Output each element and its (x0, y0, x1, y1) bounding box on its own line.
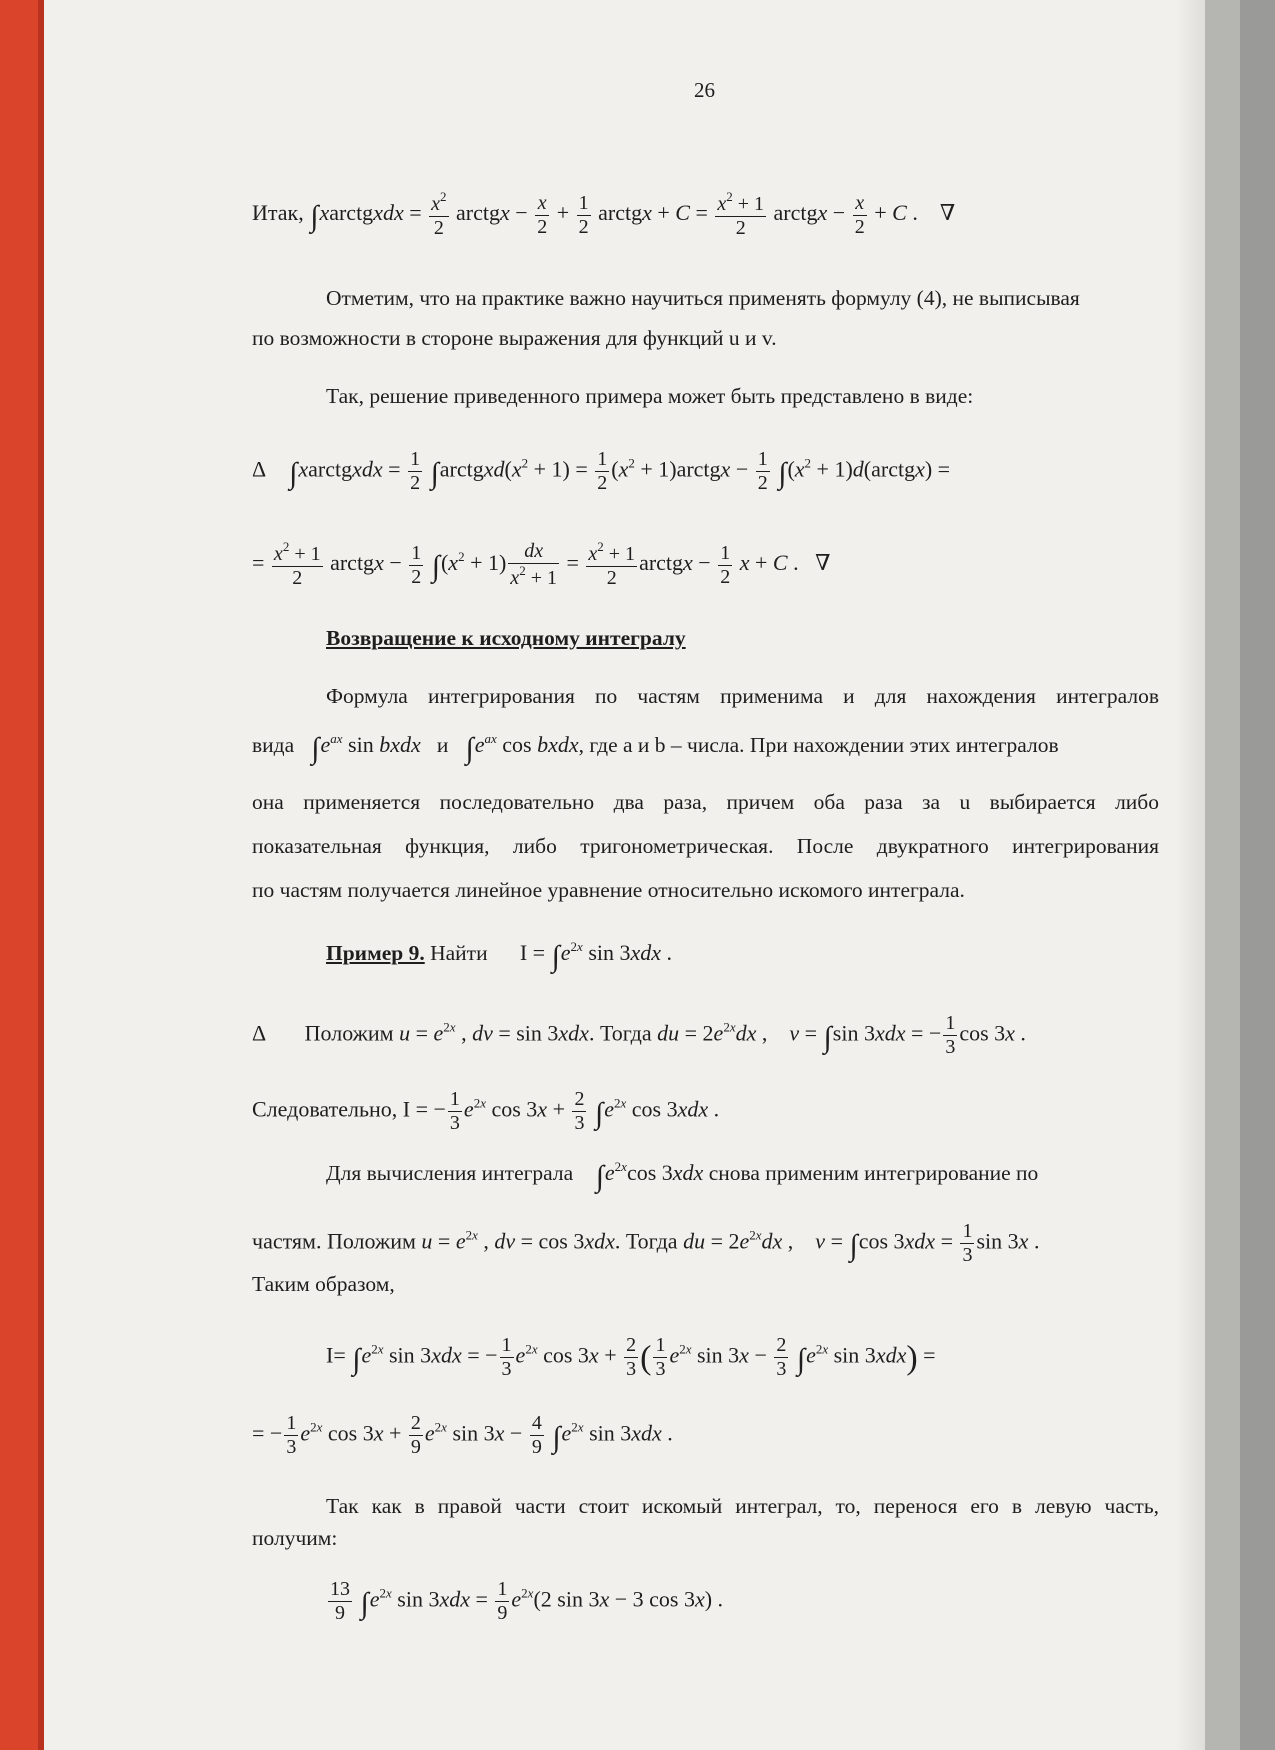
solution-formula-line-1: Δ ∫xarctgxdx = $\frac{1}{2}$ $\int arctgxd(x^2 + 1)$ = $\frac{1}{2}$ ($x^2$ + 1)arctgx − $\frac{1}{2}$ $\int(x^2$ + 1)d(arctgx) = (252, 448, 951, 494)
section-heading: Возвращение к исходному интегралу (326, 626, 686, 650)
paragraph-line: показательная функция, либо тригонометрическая. После двукратного интегрирования (252, 834, 1159, 858)
thus-formula-line-2: = − $\frac{1}{3}$ $e^{2x}$ cos 3x + $\frac{2}{9}$ $e^{2x}$ sin 3x − $\frac{4}{9}$ $\int e^{2x}$ sin 3xdx . (252, 1412, 673, 1458)
page (44, 0, 1240, 1750)
thus-formula-line-1: $I= \int e^{2x}$ sin 3xdx = − $\frac{1}{3}$ $e^{2x}$ cos 3x + $\frac{2}{3}$ ( $\frac{1}{3}$ $e^{2x}$ sin 3x − $\frac{2}{3}$ $\int e^{2x}$ sin 3xdx) = (326, 1334, 936, 1380)
paragraph-line: по возможности в стороне выражения для функций u и v. (252, 326, 777, 350)
book-binding (0, 0, 44, 1750)
step2-formula: Следовательно, I = − $\frac{1}{3}$ $e^{2x}$ cos 3x + $\frac{2}{3}$ $\int e^{2x}$ cos 3xdx . (252, 1088, 720, 1134)
paragraph-line: вида $\int e^{ax}$ sin bxdx и $\int e^{ax}$ cos bxdx, где a и b – числа. При нахождении этих интегралов (252, 731, 1059, 765)
solution-formula-line-2: = $\frac{x^2 + 1}{2}$ arctgx − $\frac{1}{2}$ $\int(x^2 + 1)$ $\frac{dx}{x^2 + 1}$ = $\frac{x^2 + 1}{2}$ arctgx − $\frac{1}{2}$ x + C . ∇ (252, 539, 831, 589)
paragraph-line: Формула интегрирования по частям применима и для нахождения интегралов (326, 684, 1159, 708)
paragraph-line: Так, решение приведенного примера может быть представлено в виде: (326, 384, 974, 408)
page-number: 26 (694, 78, 715, 102)
step3-formula: частям. Положим $u = e^{2x}$ , dv = cos 3xdx. Тогда du = $2e^{2x}dx$ , v = ∫cos 3xdx = $\frac{1}{3}$ sin 3x . (252, 1220, 1040, 1266)
step1-formula: Δ Положим $u = e^{2x}$ , dv = sin 3xdx. Тогда du = $2e^{2x}dx$ , v = ∫sin 3xdx = − $\frac{1}{3}$ cos 3x . (252, 1012, 1026, 1058)
paragraph-line: Для вычисления интеграла $\int e^{2x}\cos$ 3xdx снова применим интегрирование по (326, 1159, 1039, 1193)
paragraph-line: Отметим, что на практике важно научиться применять формулу (4), не выписывая (326, 286, 1080, 310)
paragraph-line: по частям получается линейное уравнение относительно искомого интеграла. (252, 878, 965, 902)
page-edge (1205, 0, 1240, 1750)
paragraph-line: получим: (252, 1526, 338, 1550)
paragraph-line: Так как в правой части стоит искомый интеграл, то, перенося его в левую часть, (326, 1494, 1159, 1518)
example-title: Пример 9. Найти $I = \int e^{2x}$ sin 3xdx . (326, 939, 673, 973)
paragraph-line: она применяется последовательно два раза, причем оба раза за u выбирается либо (252, 790, 1159, 814)
final-formula: $\frac{13}{9}$ $\int e^{2x}$ sin 3xdx = $\frac{1}{9}$ $e^{2x}(2$ sin 3x − 3 cos 3x) . (330, 1578, 724, 1624)
result-formula-1: Итак, ∫xarctgxdx = $\frac{x^2}{2}$ arctgx − $\frac{x}{2}$ + $\frac{1}{2}$ arctgx + C = $\frac{x^2 + 1}{2}$ arctgx − $\frac{x}{2}$ + C . ∇ (252, 189, 956, 239)
paragraph-line: Таким образом, (252, 1272, 395, 1296)
